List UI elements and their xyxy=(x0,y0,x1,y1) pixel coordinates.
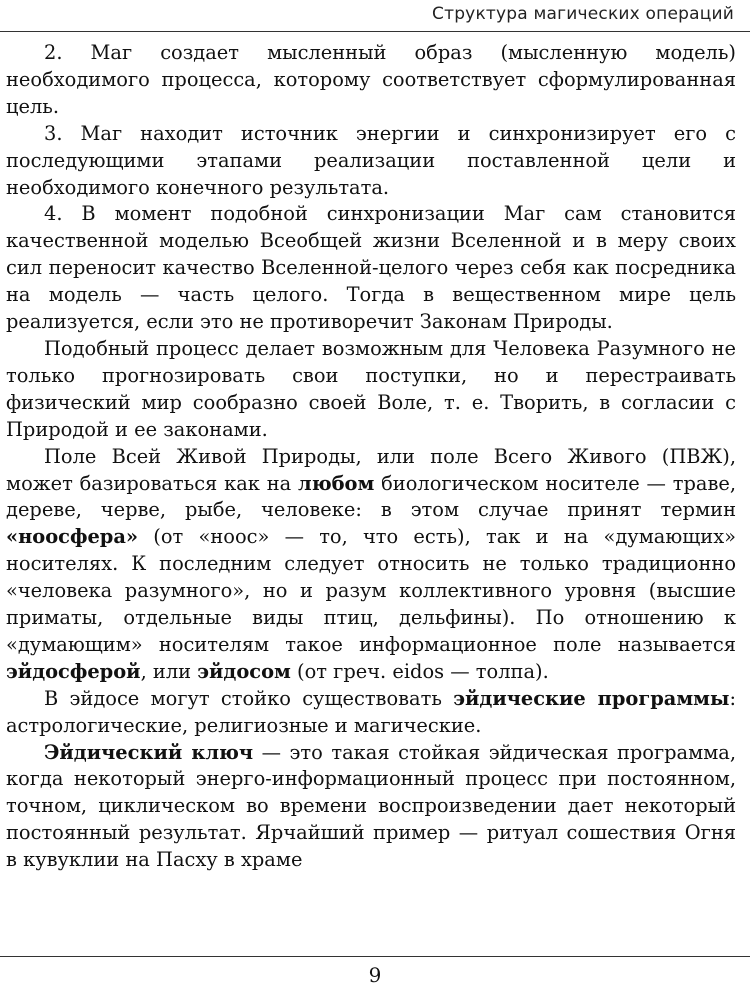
term-eidetic-programs: эйдические программы xyxy=(453,686,730,710)
header-rule xyxy=(0,31,750,32)
page-number: 9 xyxy=(368,963,382,987)
paragraph-process: Подобный процесс делает возможным для Человека Разумного не только прогнозировать свои поступки, но и перестраивать физический мир сообразно своей Воле, т. е. Творить, в согласии с Природой и ее законами. xyxy=(6,336,736,441)
paragraph-eidetic-key xyxy=(6,740,736,875)
term-eidetic-key: Эйдический ключ xyxy=(44,740,254,764)
paragraph-step-2: 2. Маг создает мысленный образ (мысленную модель) необходимого процесса, которому соответствует сформулированная цель. xyxy=(6,41,736,118)
text-run: Поле Всей Живой Природы, или поле Всего Живого (ПВЖ), может базироваться как на xyxy=(6,444,736,495)
paragraph-step-4: 4. В момент подобной синхронизации Маг сам становится качественной моделью Всеобщей жизни Вселенной и в меру своих сил переносит качество Вселенной-целого через себя как посредника на модель — часть целого. Тогда в вещественном мире цель реализуется, если это не противоречит Законам Природы. xyxy=(6,202,736,334)
text-run: (от «ноос» — то, что есть), так и на «думающих» носителях. К последним следует относить не только традиционно «человека разумного», но и разум коллективного уровня (высшие приматы, отдельные виды птиц, дельфины). По отношению к «думающим» носителям такое информационное поле называется xyxy=(6,525,736,656)
text-run: (от греч. eidos — толпа). xyxy=(290,659,549,683)
text-run: , или xyxy=(140,659,198,683)
running-head xyxy=(0,0,750,31)
text-run: : астрологические, религиозные и магические. xyxy=(6,686,736,737)
page-body xyxy=(6,40,736,874)
text-run: В эйдосе могут стойко существовать xyxy=(44,686,454,710)
term-eidos: эйдосом xyxy=(197,659,291,683)
term-noosphere: «ноосфера» xyxy=(6,525,139,549)
footer-rule xyxy=(0,956,750,957)
running-title: Структура магических операций xyxy=(432,4,734,24)
emphasis-term: любом xyxy=(298,471,375,495)
term-eidosphere: эйдосферой xyxy=(6,659,141,683)
text-run: биологическом носителе — траве, дереве, черве, рыбе, человеке: в этом случае принят термин xyxy=(6,471,736,522)
paragraph-step-3: 3. Маг находит источник энергии и синхронизирует его с последующими этапами реализации поставленной цели и необходимого конечного результата. xyxy=(6,121,736,199)
paragraph-field-of-living xyxy=(6,444,736,686)
paragraph-eidetic-programs xyxy=(6,686,736,740)
text-run: — это такая стойкая эйдическая программа, когда некоторый энерго-информационный процесс при постоянном, точном, циклическом во времени воспроизведении дает некоторый постоянный результат. Ярчайший пример — ритуал сошествия Огня в кувуклии на Пасху в храме xyxy=(6,740,736,872)
